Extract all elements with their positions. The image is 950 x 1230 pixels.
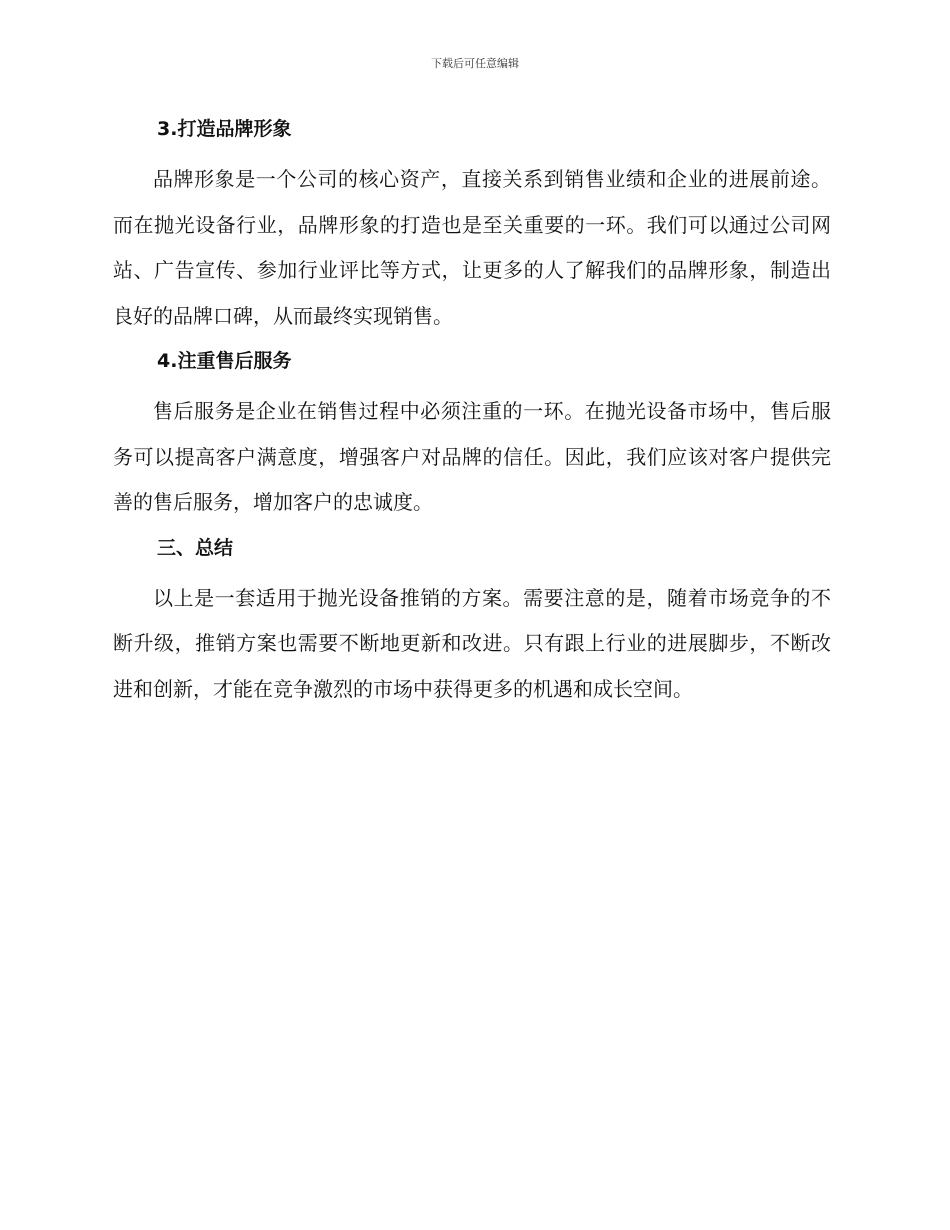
- section-paragraph-after-sales: 售后服务是企业在销售过程中必须注重的一环。在抛光设备市场中，售后服务可以提高客户满意度，增强客户对品牌的信任。因此，我们应该对客户提供完善的售后服务，增加客户的忠诚度。: [113, 399, 831, 514]
- document-body: [113, 112, 831, 712]
- section-heading-brand-image: 3.打造品牌形象: [157, 118, 292, 140]
- section-paragraph-brand-image: 品牌形象是一个公司的核心资产，直接关系到销售业绩和企业的进展前途。而在抛光设备行业，品牌形象的打造也是至关重要的一环。我们可以通过公司网站、广告宣传、参加行业评比等方式，让更多的人了解我们的品牌形象，制造出良好的品牌口碑，从而最终实现销售。: [113, 167, 831, 328]
- section-heading-after-sales: 4.注重售后服务: [157, 350, 292, 372]
- section-heading-summary: 三、总结: [157, 536, 234, 559]
- section-paragraph-summary: 以上是一套适用于抛光设备推销的方案。需要注意的是，随着市场竞争的不断升级，推销方案也需要不断地更新和改进。只有跟上行业的进展脚步，不断改进和创新，才能在竞争激烈的市场中获得更多的机遇和成长空间。: [113, 585, 831, 701]
- header-note: 下载后可任意编辑: [431, 57, 519, 70]
